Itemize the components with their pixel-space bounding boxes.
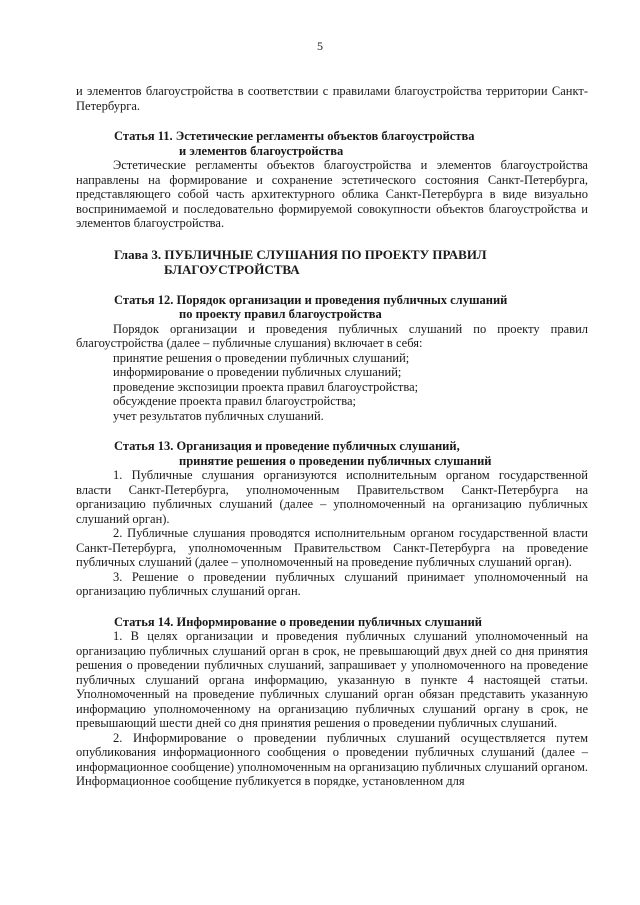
article-13-title-line2: принятие решения о проведении публичных слушаний: [179, 453, 492, 468]
article-13-paragraph-3: 3. Решение о проведении публичных слушаний принимает уполномоченный на организацию публичных слушаний орган.: [76, 569, 588, 598]
article-14-paragraph-2: 2. Информирование о проведении публичных слушаний осуществляется путем опубликования информационного сообщения о проведении публичных слушаний (далее – информационное сообщение) уполномоченным на организацию публичных слушаний органом. Информационное сообщение публикуется в порядке, установленном для: [76, 730, 588, 788]
article-11-title-line1: Статья 11. Эстетические регламенты объектов благоустройства: [114, 129, 475, 143]
article-12-item: информирование о проведении публичных слушаний;: [113, 365, 402, 379]
article-14-title: Статья 14. Информирование о проведении публичных слушаний: [114, 614, 482, 629]
document-body: [76, 84, 588, 789]
article-14-paragraph-1: 1. В целях организации и проведения публичных слушаний уполномоченный на организацию публичных слушаний орган в срок, не превышающий двух дней со дня принятия решения о проведении публичных слушаний, запрашивает у уполномоченного на проведение публичных слушаний органа информацию, указанную в пункте 4 настоящей статьи. Уполномоченный на проведение публичных слушаний орган обязан представить указанную информацию уполномоченному на организацию публичных слушаний органу в срок, не превышающий шести дней со дня принятия решения о проведении публичных слушаний.: [76, 629, 588, 730]
article-13-paragraph-1: 1. Публичные слушания организуются исполнительным органом государственной власти Санкт-Петербурга, уполномоченным Правительством Санкт-Петербурга на организацию публичных слушаний (далее – уполномоченный на организацию публичных слушаний орган).: [76, 468, 588, 526]
article-12-title-line2: по проекту правил благоустройства: [179, 307, 382, 321]
article-12-paragraph: Порядок организации и проведения публичных слушаний по проекту правил благоустройства (далее – публичные слушания) включает в себя:: [76, 321, 588, 350]
article-12-item: обсуждение проекта правил благоустройства;: [113, 394, 356, 408]
page-number: 5: [317, 39, 323, 53]
intro-paragraph: и элементов благоустройства в соответствии с правилами благоустройства территории Санкт-Петербурга.: [76, 84, 588, 113]
article-13-paragraph-2: 2. Публичные слушания проводятся исполнительным органом государственной власти Санкт-Петербурга, уполномоченным Правительством Санкт-Петербурга на проведение публичных слушаний (далее – уполномоченный на проведение публичных слушаний орган).: [76, 526, 588, 569]
chapter-3-title-line1: Глава 3. ПУБЛИЧНЫЕ СЛУШАНИЯ ПО ПРОЕКТУ ПРАВИЛ: [114, 246, 487, 262]
chapter-3-title-line2: БЛАГОУСТРОЙСТВА: [164, 261, 300, 277]
article-12-item: проведение экспозиции проекта правил благоустройства;: [113, 379, 419, 394]
article-12-title-line1: Статья 12. Порядок организации и проведения публичных слушаний: [114, 292, 508, 307]
article-12-item: учет результатов публичных слушаний.: [113, 408, 324, 423]
article-13-title-line1: Статья 13. Организация и проведение публичных слушаний,: [114, 439, 460, 453]
article-11-paragraph: Эстетические регламенты объектов благоустройства и элементов благоустройства направлены на формирование и сохранение эстетического состояния Санкт-Петербурга, представляющего собой часть архитектурного облика Санкт-Петербурга в виде визуально воспринимаемой и последовательно формируемой совокупности объектов благоустройства и элементов благоустройства.: [76, 158, 588, 230]
article-12-item: принятие решения о проведении публичных слушаний;: [113, 350, 410, 365]
article-11-title-line2: и элементов благоустройства: [179, 143, 344, 158]
